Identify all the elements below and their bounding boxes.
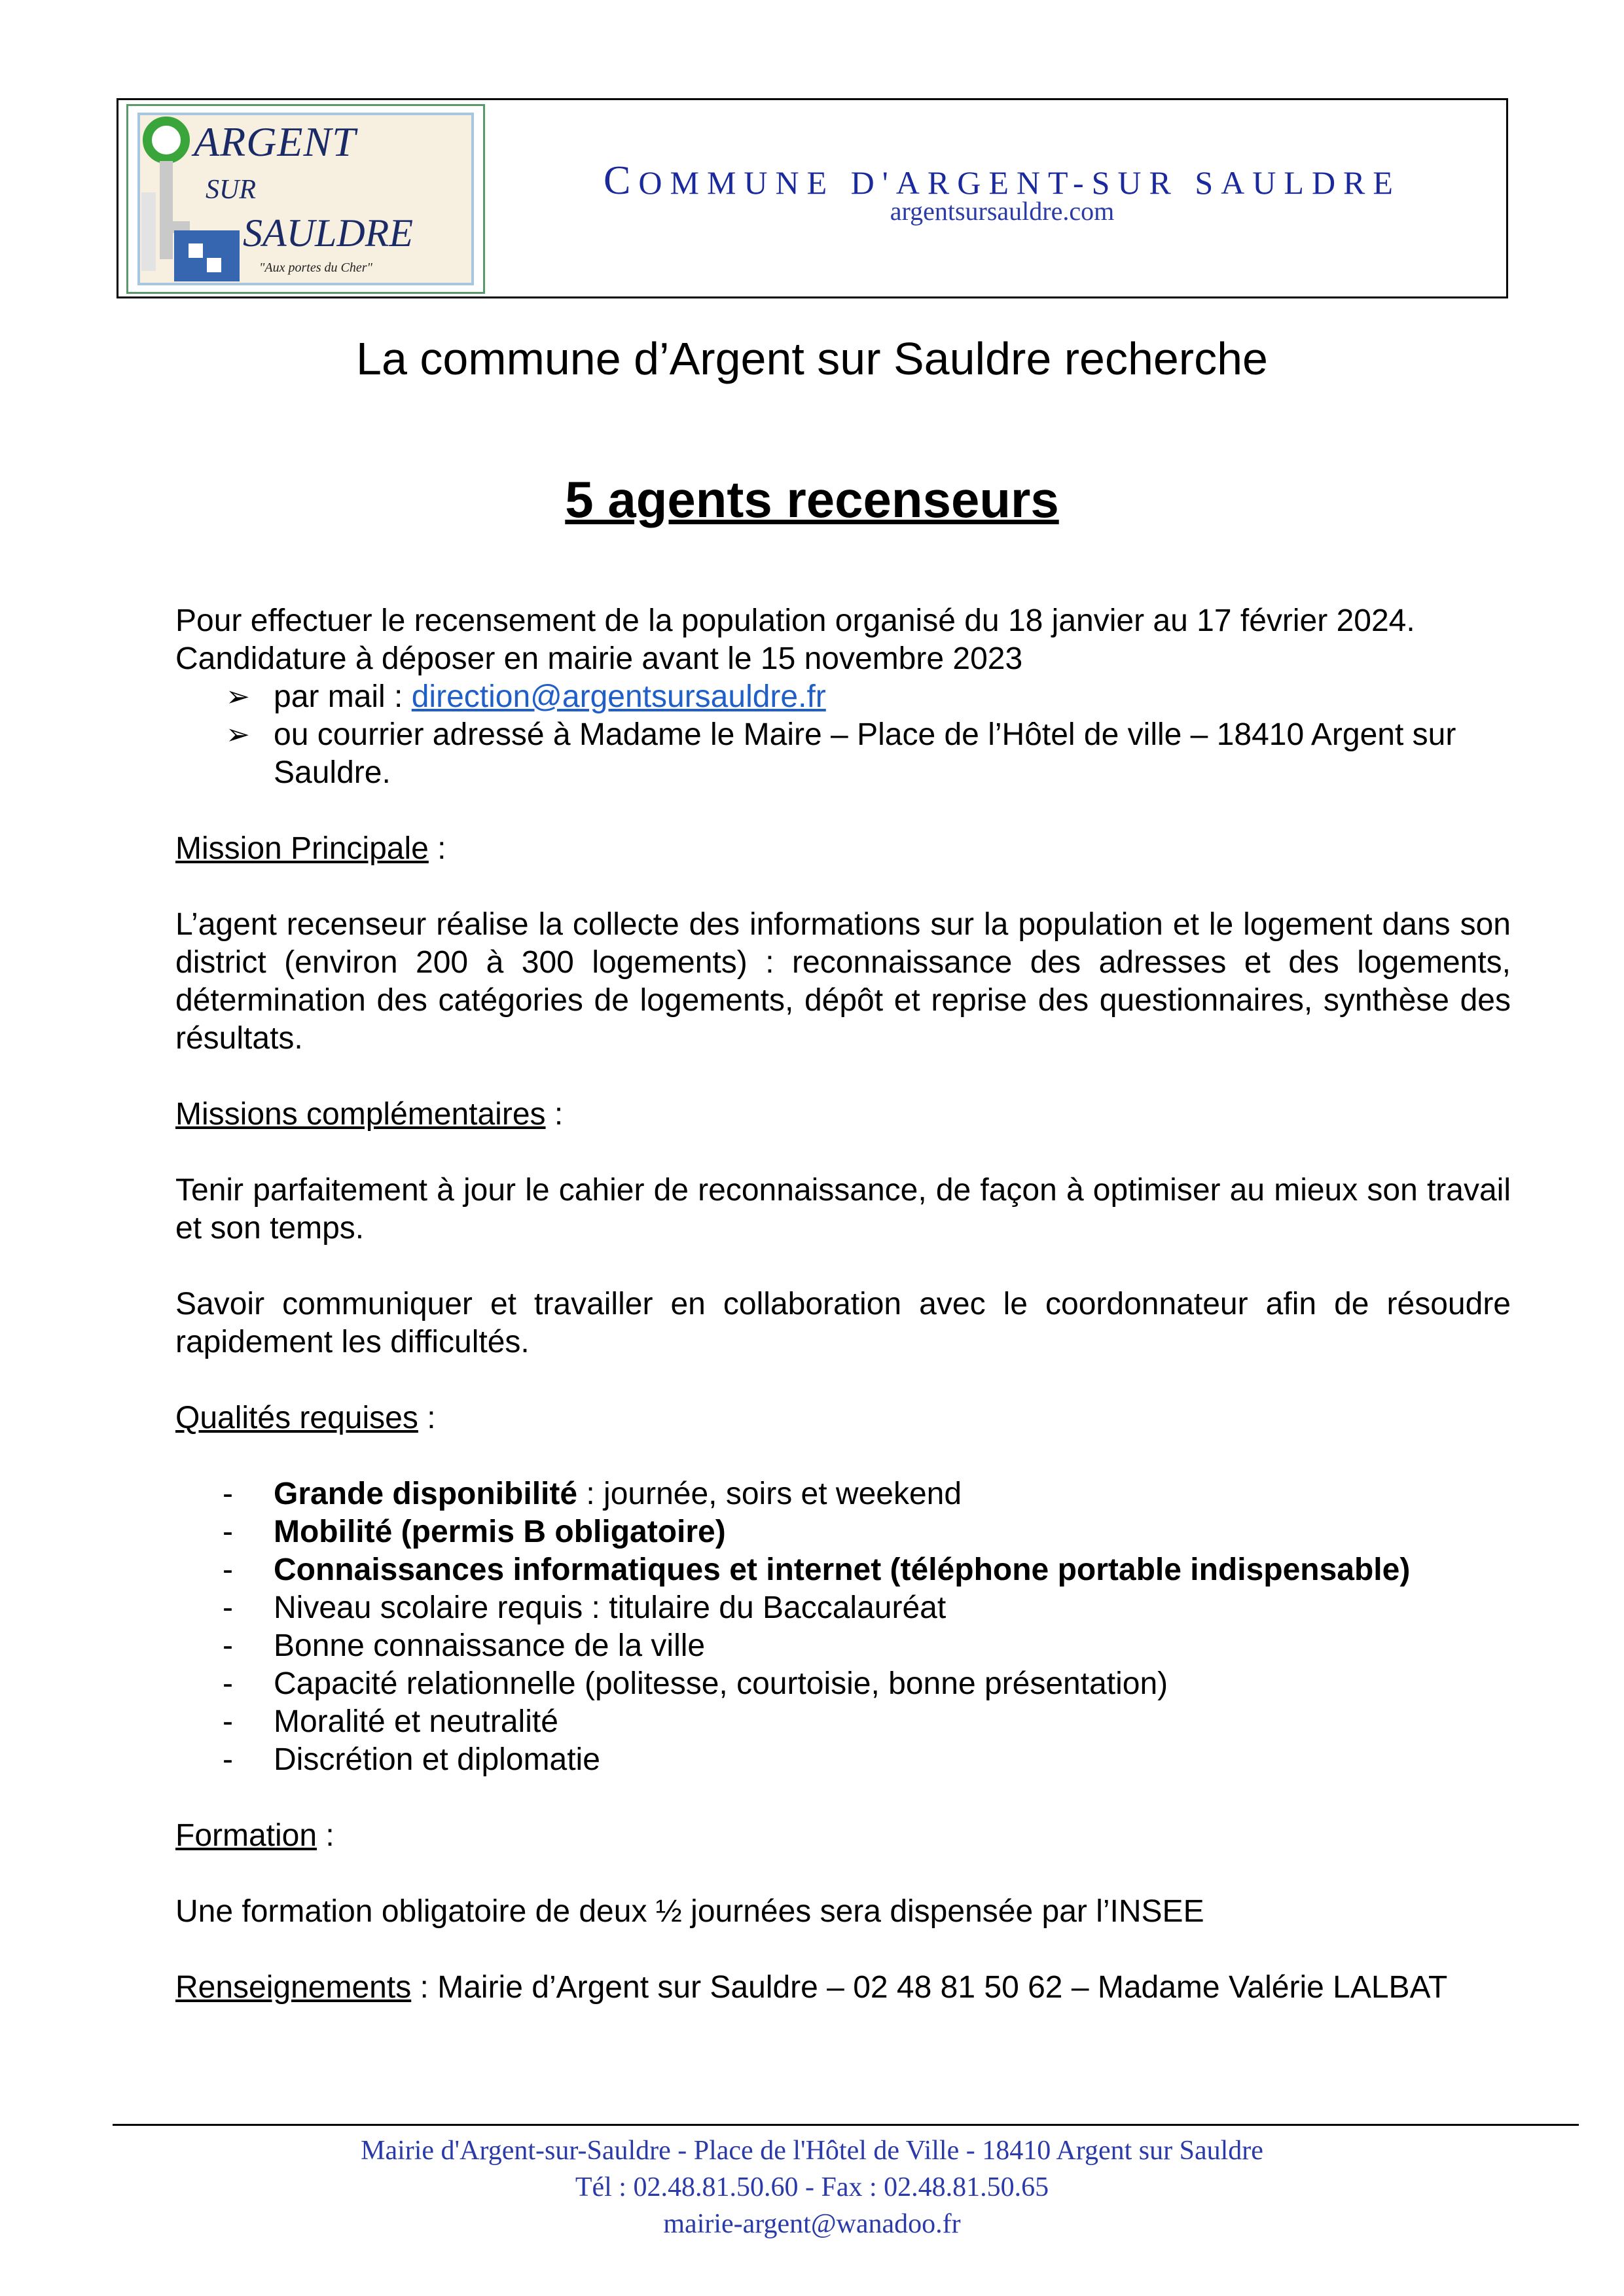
email-link[interactable]: direction@argentsursauldre.fr: [411, 679, 826, 714]
dash-bullet-icon: -: [223, 1666, 233, 1701]
formation-text: Une formation obligatoire de deux ½ journées sera dispensée par l’INSEE: [175, 1894, 1204, 1929]
mission-heading: Mission Principale: [175, 831, 429, 866]
complementary-paragraph-2: Savoir communiquer et travailler en collaboration avec le coordonnateur afin de résoudre rapidement les difficultés.: [175, 1287, 1511, 1359]
key-icon: [143, 117, 190, 164]
list-item: [274, 1513, 726, 1551]
dash-bullet-icon: -: [223, 1742, 233, 1777]
complementary-heading-line: [175, 1096, 563, 1134]
logo-block-cut-shape: [207, 258, 221, 272]
arrow-bullet-icon: ➢: [226, 681, 250, 713]
list-item: [274, 1475, 962, 1513]
contact-line: [175, 1969, 1447, 2007]
dash-bullet-icon: -: [223, 1704, 233, 1739]
logo-block-cut-shape: [189, 243, 203, 258]
footer-divider: [113, 2124, 1579, 2126]
complementary-paragraph-1: Tenir parfaitement à jour le cahier de reconnaissance, de façon à optimiser au mieux son travail et son temps.: [175, 1173, 1511, 1246]
list-item: [274, 1589, 946, 1627]
website-url[interactable]: argentsursauldre.com: [890, 196, 1115, 226]
key-shaft-shape: [160, 161, 173, 259]
contact-heading: Renseignements: [175, 1970, 412, 2005]
bullet-email-prefix: par mail :: [274, 679, 412, 714]
mission-heading-line: [175, 830, 446, 868]
logo-text-sauldre: SAULDRE: [243, 211, 413, 255]
bullet-mail-line-1: ou courrier adressé à Madame le Maire – Place de l’Hôtel de ville – 18410 Argent sur: [274, 717, 1456, 752]
formation-heading-line: [175, 1817, 334, 1855]
dash-bullet-icon: -: [223, 1590, 233, 1625]
bullet-email: [274, 678, 826, 716]
quality-rest: : journée, soirs et weekend: [577, 1477, 962, 1511]
list-item: [274, 1627, 705, 1665]
commune-logo: [126, 104, 485, 294]
list-item: [274, 1741, 600, 1779]
qualities-heading: Qualités requises: [175, 1401, 418, 1435]
complementary-heading: Missions complémentaires: [175, 1097, 546, 1132]
list-item: [274, 1551, 1410, 1589]
footer-email[interactable]: mairie-argent@wanadoo.fr: [663, 2209, 961, 2239]
qualities-colon: :: [418, 1401, 436, 1435]
quality-bold: Mobilité (permis B obligatoire): [274, 1515, 726, 1549]
quality-rest: Capacité relationnelle (politesse, courtoisie, bonne présentation): [274, 1666, 1168, 1701]
page-title: 5 agents recenseurs: [565, 471, 1059, 528]
quality-rest: Bonne connaissance de la ville: [274, 1628, 706, 1663]
intro-line-1: Pour effectuer le recensement de la population organisé du 18 janvier au 17 février 2024.: [175, 603, 1415, 638]
footer-phone-fax: Tél : 02.48.81.50.60 - Fax : 02.48.81.50.65: [575, 2172, 1049, 2202]
list-item: [274, 1665, 1168, 1703]
mission-colon: :: [428, 831, 446, 866]
logo-block-shape: [174, 230, 240, 281]
letterhead-box: [117, 98, 1508, 298]
logo-text-sur: SUR: [206, 175, 256, 205]
bullet-mail-line-2: Sauldre.: [274, 755, 391, 790]
quality-bold: Connaissances informatiques et internet (téléphone portable indispensable): [274, 1552, 1411, 1587]
intro-line-2: Candidature à déposer en mairie avant le 15 novembre 2023: [175, 641, 1023, 676]
formation-colon: :: [317, 1818, 334, 1853]
commune-title-initial: C: [604, 158, 639, 203]
arrow-bullet-icon: ➢: [226, 719, 250, 751]
dash-bullet-icon: -: [223, 1628, 233, 1663]
commune-title-rest: OMMUNE D'ARGENT-SUR SAULDRE: [638, 164, 1401, 201]
dash-bullet-icon: -: [223, 1477, 233, 1511]
list-item: [274, 1703, 558, 1741]
complementary-colon: :: [545, 1097, 564, 1132]
logo-text-argent: ARGENT: [194, 118, 356, 165]
quality-rest: Niveau scolaire requis : titulaire du Baccalauréat: [274, 1590, 947, 1625]
contact-text: : Mairie d’Argent sur Sauldre – 02 48 81 50 62 – Madame Valérie LALBAT: [411, 1970, 1448, 2005]
formation-heading: Formation: [175, 1818, 317, 1853]
quality-rest: Moralité et neutralité: [274, 1704, 558, 1739]
quality-rest: Discrétion et diplomatie: [274, 1742, 600, 1777]
qualities-heading-line: [175, 1399, 436, 1437]
quality-bold: Grande disponibilité: [274, 1477, 578, 1511]
dash-bullet-icon: -: [223, 1515, 233, 1549]
footer-address: Mairie d'Argent-sur-Sauldre - Place de l'Hôtel de Ville - 18410 Argent sur Sauldre: [361, 2136, 1263, 2166]
dash-bullet-icon: -: [223, 1552, 233, 1587]
mission-text: L’agent recenseur réalise la collecte des informations sur la population et le logement dans son district (environ 200 à 300 logements) : reconnaissance des adresses et des logements, détermination des catégories de logements, dépôt et reprise des questionnaires, synthèse des résultats.: [175, 907, 1511, 1056]
logo-tagline: "Aux portes du Cher": [259, 260, 372, 275]
page-headline: La commune d’Argent sur Sauldre recherche: [356, 333, 1268, 384]
logo-bar-shape: [141, 192, 156, 271]
